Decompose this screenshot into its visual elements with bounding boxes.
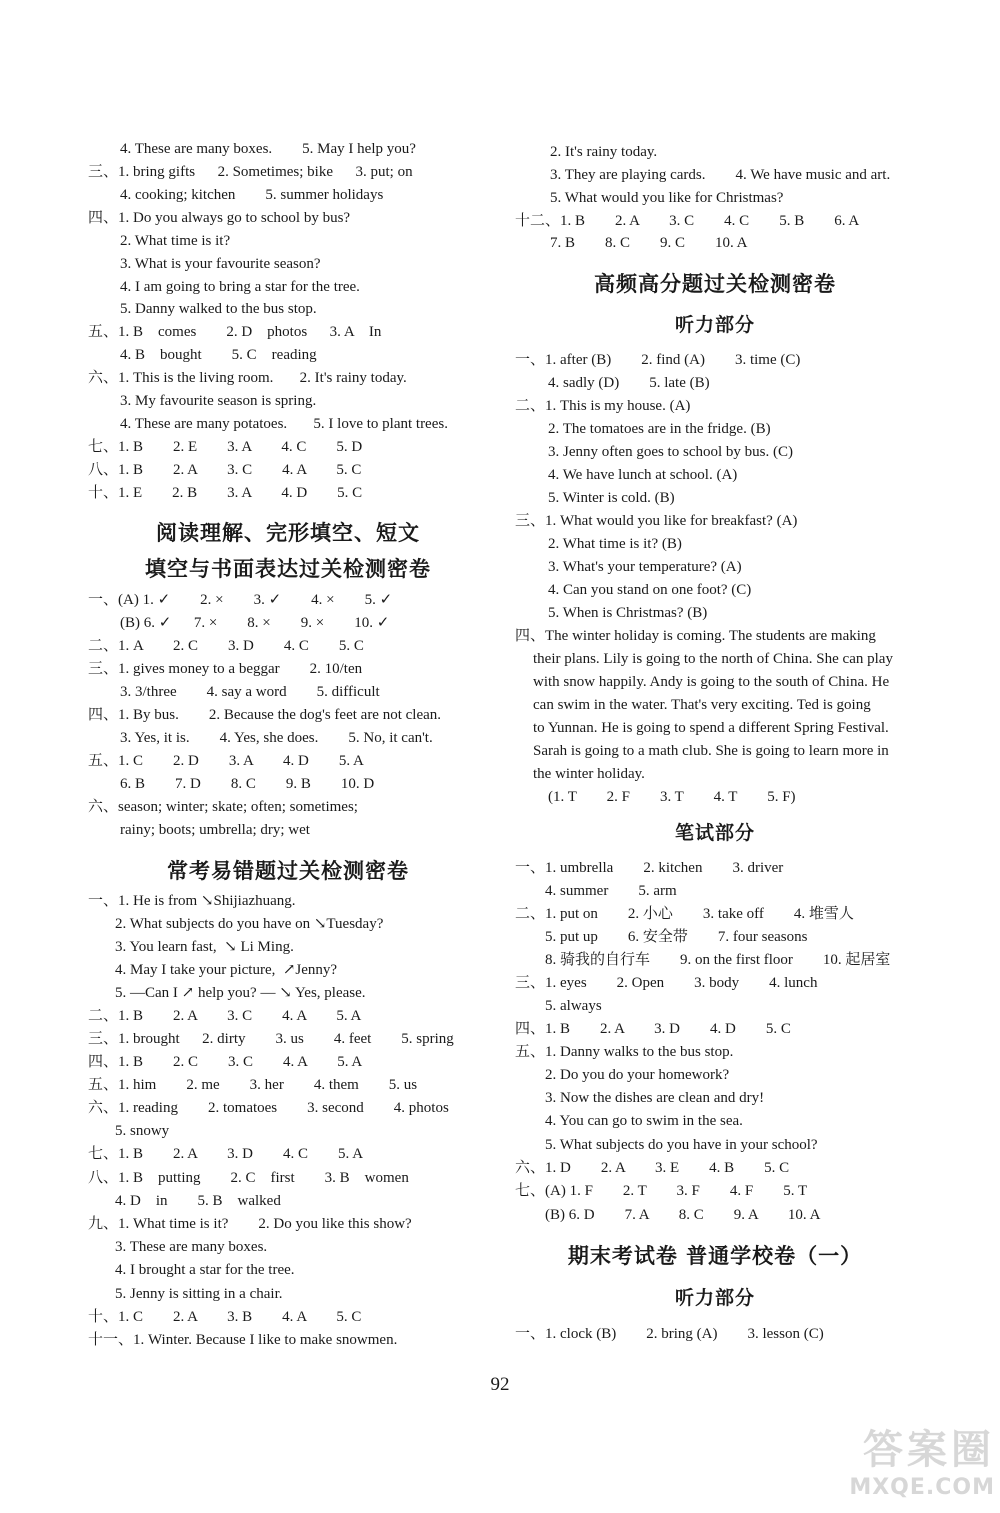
answer-line: 五、1. him 2. me 3. her 4. them 5. us — [88, 1077, 418, 1093]
answer-line: 十、1. C 2. A 3. B 4. A 5. C — [88, 1309, 362, 1325]
section-heading: 高频高分题过关检测密卷 — [594, 272, 836, 296]
answer-line: 三、1. gives money to a beggar 2. 10/ten — [88, 661, 363, 677]
watermark — [785, 1418, 995, 1510]
answer-line: 五、1. C 2. D 3. A 4. D 5. A — [88, 753, 364, 769]
section-heading: 常考易错题过关检测密卷 — [167, 859, 409, 883]
answer-line: 八、1. B putting 2. C first 3. B women — [88, 1170, 409, 1186]
answer-line: 5. always — [545, 998, 602, 1014]
answer-line: 十二、1. B 2. A 3. C 4. C 5. B 6. A — [515, 213, 860, 229]
answer-line: 3. You learn fast, ↘ Li Ming. — [115, 939, 294, 955]
answer-line: 4. I brought a star for the tree. — [115, 1262, 295, 1278]
answer-line: 3. My favourite season is spring. — [120, 393, 317, 409]
answer-line: 三、1. What would you like for breakfast? (A) — [515, 513, 798, 529]
answer-line: 四、The winter holiday is coming. The students are making — [515, 628, 876, 644]
answer-line: 一、1. clock (B) 2. bring (A) 3. lesson (C) — [515, 1326, 824, 1342]
answer-line: 4. May I take your picture, ↗Jenny? — [115, 962, 338, 978]
answer-line: 三、1. bring gifts 2. Sometimes; bike 3. put; on — [88, 164, 413, 180]
answer-line: 3. Jenny often goes to school by bus. (C) — [548, 444, 793, 460]
answer-line: 4. sadly (D) 5. late (B) — [548, 375, 710, 391]
answer-line: 5. Danny walked to the bus stop. — [120, 301, 317, 317]
answer-line: 七、(A) 1. F 2. T 3. F 4. F 5. T — [515, 1183, 808, 1199]
answer-line: 一、1. after (B) 2. find (A) 3. time (C) — [515, 352, 801, 368]
answer-line: 二、1. put on 2. 小心 3. take off 4. 堆雪人 — [515, 906, 854, 922]
answer-line: 五、1. B comes 2. D photos 3. A In — [88, 324, 382, 340]
answer-line: 4. We have lunch at school. (A) — [548, 467, 738, 483]
answer-line: 4. cooking; kitchen 5. summer holidays — [120, 187, 384, 203]
answer-line: 二、1. This is my house. (A) — [515, 398, 691, 414]
answer-line: 5. put up 6. 安全带 7. four seasons — [545, 929, 808, 945]
answer-line: 5. —Can I ↗ help you? — ↘ Yes, please. — [115, 985, 366, 1001]
answer-line: 六、season; winter; skate; often; sometimes; — [88, 799, 358, 815]
answer-line: 8. 骑我的自行车 9. on the first floor 10. 起居室 — [545, 952, 891, 968]
answer-line: (B) 6. ✓ 7. × 8. × 9. × 10. ✓ — [120, 615, 390, 631]
answer-line: 6. B 7. D 8. C 9. B 10. D — [120, 776, 375, 792]
answer-line: Sarah is going to a math club. She is going to learn more in — [533, 743, 889, 759]
answer-line: 十、1. E 2. B 3. A 4. D 5. C — [88, 485, 363, 501]
answer-line: 三、1. eyes 2. Open 3. body 4. lunch — [515, 975, 818, 991]
answer-line: 二、1. B 2. A 3. C 4. A 5. A — [88, 1008, 362, 1024]
answer-line: their plans. Lily is going to the north of China. She can play — [533, 651, 893, 667]
answer-line: 2. What subjects do you have on ↘Tuesday? — [115, 916, 384, 932]
answer-line: 三、1. brought 2. dirty 3. us 4. feet 5. spring — [88, 1031, 454, 1047]
answer-line: 2. It's rainy today. — [550, 144, 658, 160]
answer-line: (B) 6. D 7. A 8. C 9. A 10. A — [545, 1207, 821, 1223]
answer-line: 5. When is Christmas? (B) — [548, 605, 708, 621]
answer-line: 4. These are many boxes. 5. May I help you? — [120, 141, 416, 157]
section-heading: 填空与书面表达过关检测密卷 — [145, 557, 431, 581]
answer-line: 2. What time is it? (B) — [548, 536, 682, 552]
answer-line: 3. What is your favourite season? — [120, 256, 321, 272]
answer-line: 七、1. B 2. E 3. A 4. C 5. D — [88, 439, 363, 455]
answer-line: 3. Yes, it is. 4. Yes, she does. 5. No, it can't. — [120, 730, 433, 746]
answer-line: 5. Jenny is sitting in a chair. — [115, 1286, 283, 1302]
answer-line: to Yunnan. He is going to spend a different Spring Festival. — [533, 720, 889, 736]
answer-line: 2. The tomatoes are in the fridge. (B) — [548, 421, 771, 437]
answer-line: rainy; boots; umbrella; dry; wet — [120, 822, 310, 838]
answer-line: 5. What would you like for Christmas? — [550, 190, 784, 206]
page-number: 92 — [490, 1374, 510, 1395]
answer-line: 3. These are many boxes. — [115, 1239, 268, 1255]
answer-line: 2. Do you do your homework? — [545, 1067, 730, 1083]
section-heading: 阅读理解、完形填空、短文 — [156, 521, 420, 545]
answer-line: 4. B bought 5. C reading — [120, 347, 317, 363]
answer-line: 六、1. D 2. A 3. E 4. B 5. C — [515, 1160, 790, 1176]
section-subheading: 笔试部分 — [674, 822, 755, 844]
answer-line: can swim in the water. That's very exciting. Ted is going — [533, 697, 871, 713]
answer-line: 2. What time is it? — [120, 233, 231, 249]
answer-line: 5. Winter is cold. (B) — [548, 490, 675, 506]
watermark-logo: 答案圈 — [863, 1427, 995, 1473]
answer-line: 4. D in 5. B walked — [115, 1193, 281, 1209]
answer-line: 八、1. B 2. A 3. C 4. A 5. C — [88, 462, 362, 478]
answer-line: 3. They are playing cards. 4. We have music and art. — [550, 167, 891, 183]
answer-line: 3. What's your temperature? (A) — [548, 559, 742, 575]
answer-line: 5. snowy — [115, 1123, 170, 1139]
answer-line: 4. You can go to swim in the sea. — [545, 1113, 743, 1129]
section-subheading: 听力部分 — [674, 314, 755, 336]
answer-line: 五、1. Danny walks to the bus stop. — [515, 1044, 734, 1060]
answer-line: 4. Can you stand on one foot? (C) — [548, 582, 752, 598]
answer-line: 4. summer 5. arm — [545, 883, 677, 899]
answer-line: (1. T 2. F 3. T 4. T 5. F) — [548, 789, 796, 805]
answer-line: 四、1. B 2. C 3. C 4. A 5. A — [88, 1054, 363, 1070]
section-subheading: 听力部分 — [674, 1287, 755, 1309]
answer-line: 十一、1. Winter. Because I like to make snowmen. — [88, 1332, 398, 1348]
answer-line: 7. B 8. C 9. C 10. A — [550, 235, 748, 251]
watermark-site: MXQE.COM — [849, 1475, 995, 1500]
answer-line: 5. What subjects do you have in your school? — [545, 1137, 818, 1153]
answer-line: 六、1. reading 2. tomatoes 3. second 4. photos — [88, 1100, 449, 1116]
answer-line: 九、1. What time is it? 2. Do you like this show? — [88, 1216, 412, 1232]
answer-line: 一、1. He is from ↘Shijiazhuang. — [88, 893, 296, 909]
answer-line: 六、1. This is the living room. 2. It's rainy today. — [88, 370, 407, 386]
answer-line: 四、1. By bus. 2. Because the dog's feet are not clean. — [88, 707, 442, 723]
answer-line: 3. Now the dishes are clean and dry! — [545, 1090, 765, 1106]
answer-line: 4. These are many potatoes. 5. I love to plant trees. — [120, 416, 448, 432]
answer-line: the winter holiday. — [533, 766, 645, 782]
answer-line: 一、1. umbrella 2. kitchen 3. driver — [515, 860, 784, 876]
answer-line: 四、1. B 2. A 3. D 4. D 5. C — [515, 1021, 791, 1037]
answer-line: 四、1. Do you always go to school by bus? — [88, 210, 351, 226]
answer-line: 二、1. A 2. C 3. D 4. C 5. C — [88, 638, 364, 654]
answer-line: 4. I am going to bring a star for the tree. — [120, 279, 360, 295]
answer-line: 3. 3/three 4. say a word 5. difficult — [120, 684, 380, 700]
answer-line: 一、(A) 1. ✓ 2. × 3. ✓ 4. × 5. ✓ — [88, 592, 393, 608]
answer-line: 七、1. B 2. A 3. D 4. C 5. A — [88, 1146, 364, 1162]
answer-line: with snow happily. Andy is going to the south of China. He — [533, 674, 890, 690]
section-heading: 期末考试卷 普通学校卷（一） — [567, 1244, 863, 1268]
